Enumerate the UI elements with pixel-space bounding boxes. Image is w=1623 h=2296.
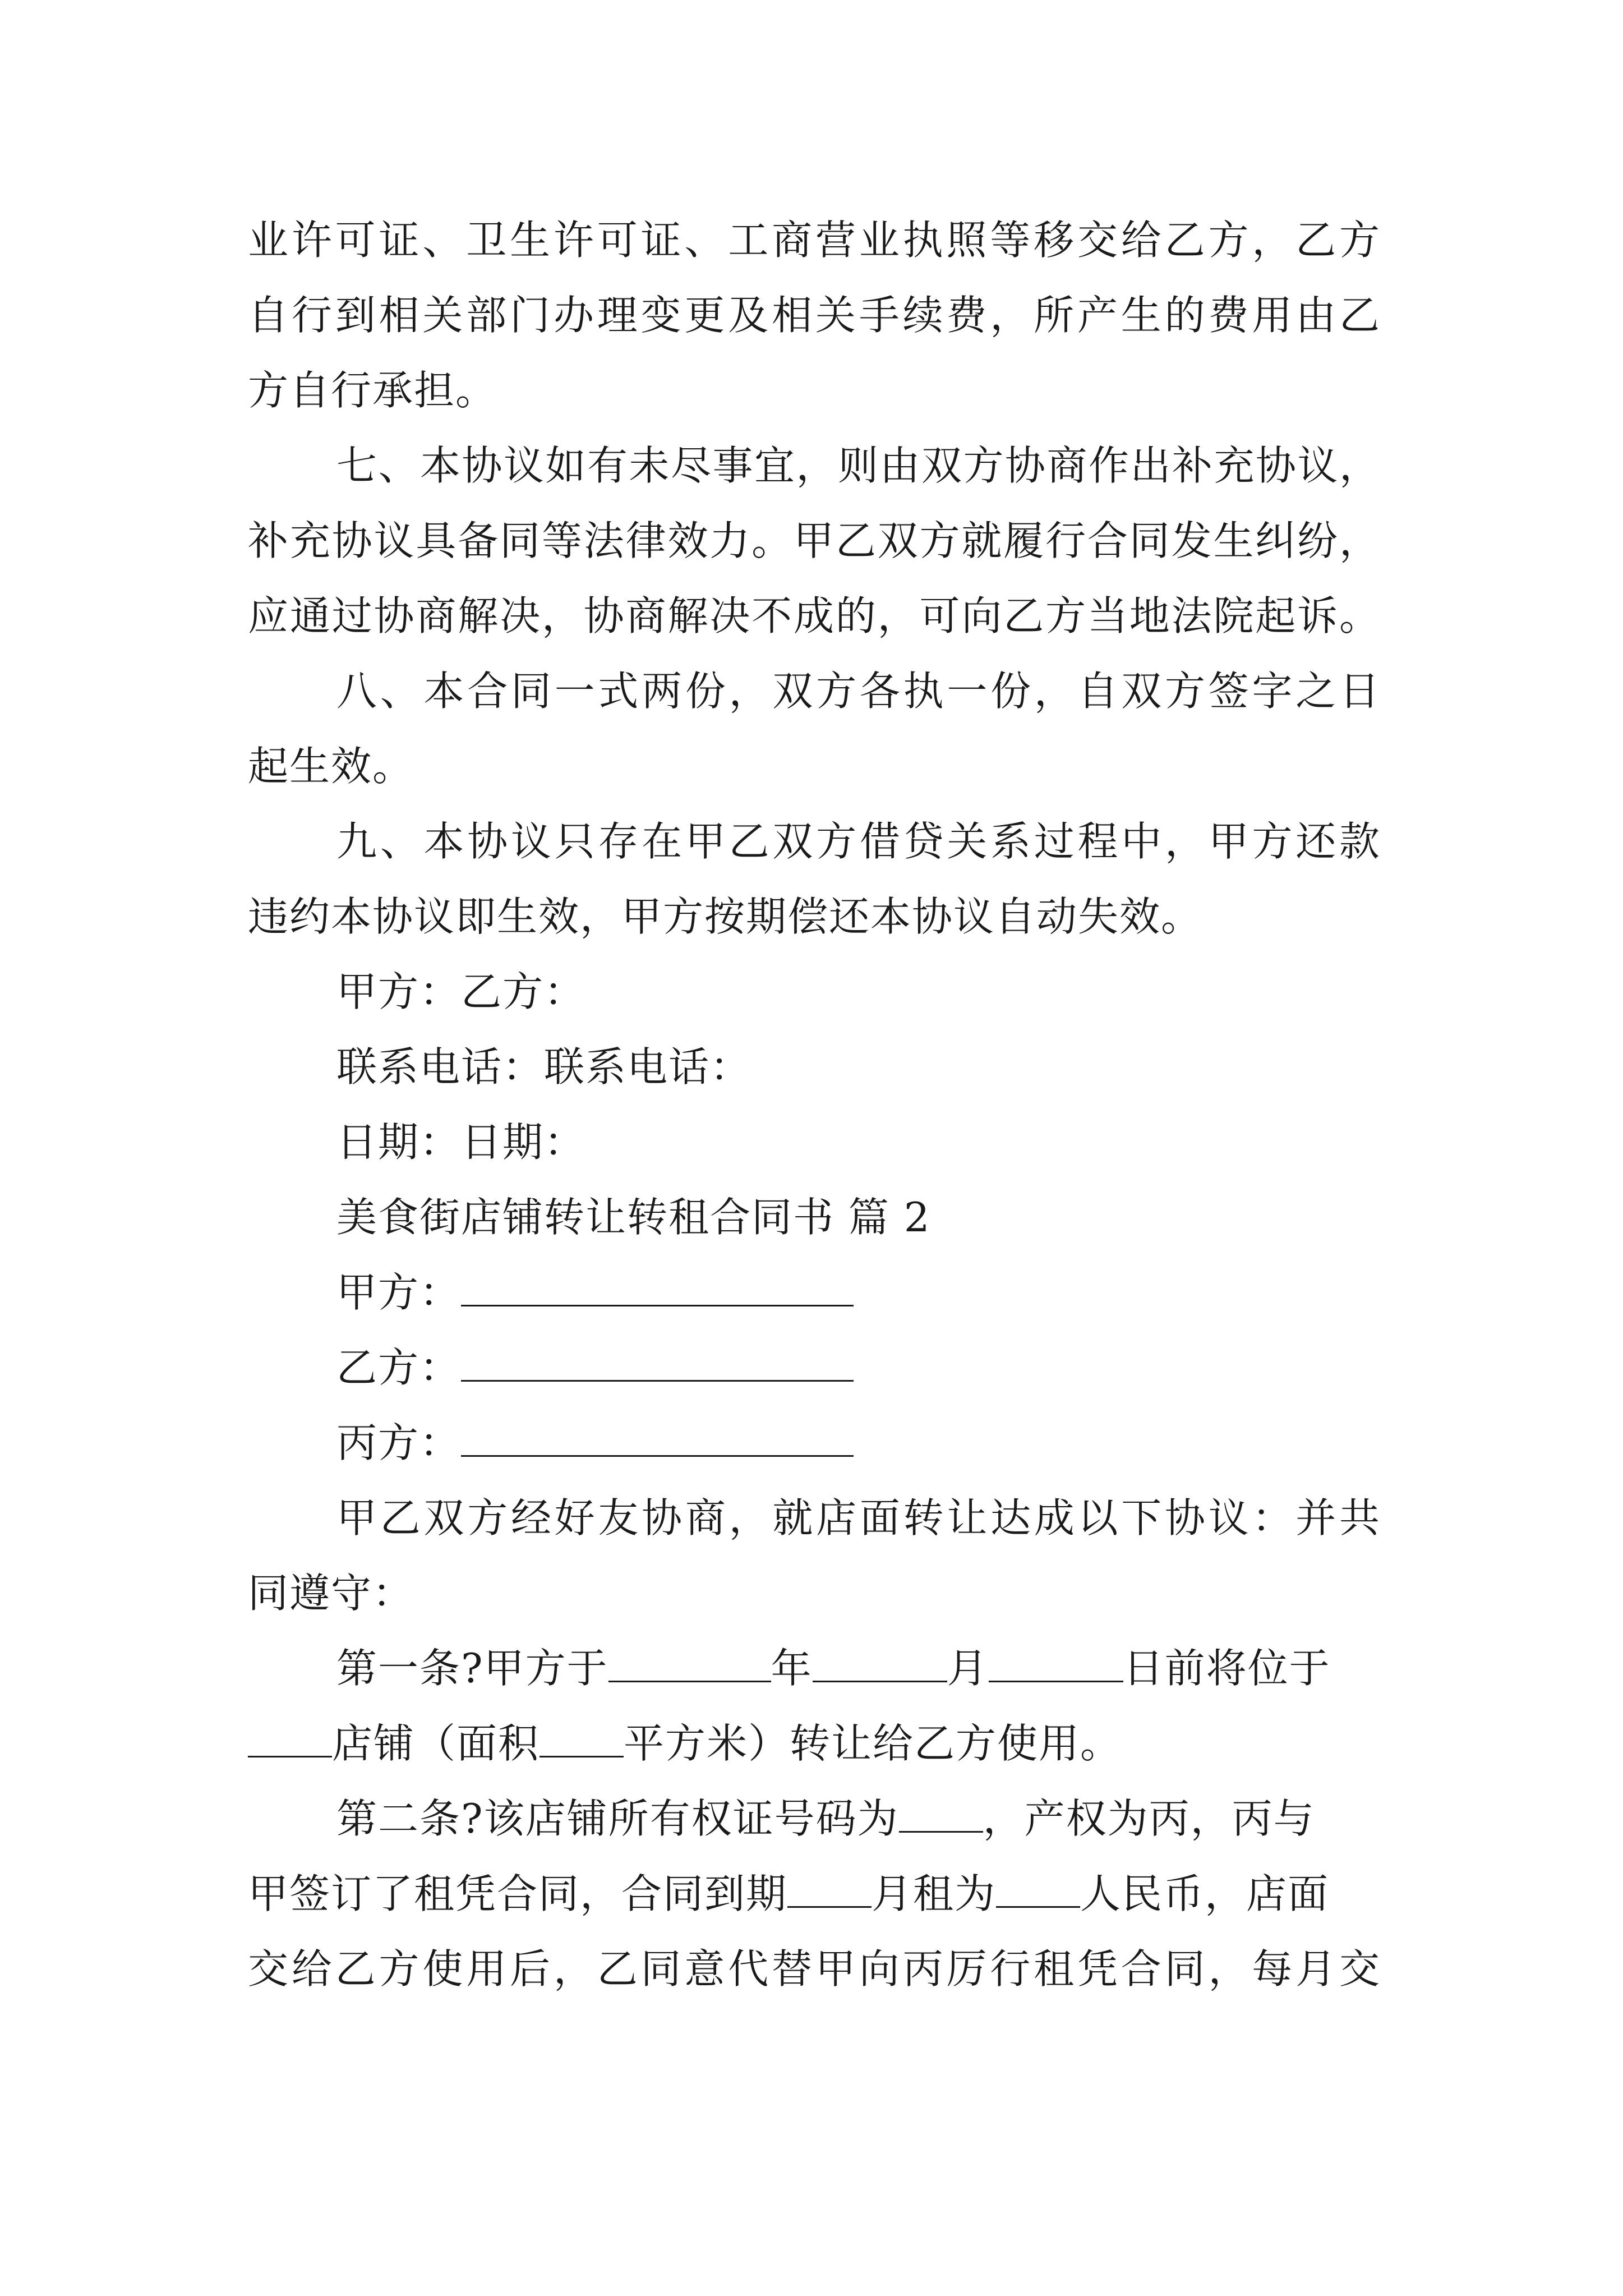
rent-blank xyxy=(996,1871,1080,1908)
party-a-blank xyxy=(461,1270,854,1306)
party-b-field xyxy=(336,1340,1381,1396)
certificate-number-blank xyxy=(899,1796,983,1833)
article-one-text: 第一条?甲方于 xyxy=(336,1645,608,1692)
party-b-blank xyxy=(461,1345,854,1382)
article-one-text: 日前将位于 xyxy=(1123,1645,1331,1692)
signature-parties: 甲方：乙方： xyxy=(336,968,586,1015)
location-blank xyxy=(248,1721,332,1757)
area-blank xyxy=(540,1721,624,1757)
party-c-label: 丙方： xyxy=(336,1419,462,1466)
clause-nine-line: 违约本协议即生效，甲方按期偿还本协议自动失效。 xyxy=(248,893,1203,940)
article-one-line xyxy=(248,1715,1381,1772)
clause-eight-line: 起生效。 xyxy=(248,743,414,790)
year-blank xyxy=(608,1646,771,1682)
month-blank xyxy=(813,1646,947,1682)
article-two-line xyxy=(248,1866,1381,1922)
article-one-text: 平方米）转让给乙方使用。 xyxy=(624,1720,1122,1767)
article-two-text: ，产权为丙，丙与 xyxy=(983,1795,1315,1842)
paragraph-line: 方自行承担。 xyxy=(248,367,497,414)
signature-dates: 日期：日期： xyxy=(336,1119,586,1166)
clause-seven-line: 七、本协议如有未尽事宜，则由双方协商作出补充协议， xyxy=(336,442,1381,489)
section-title: 美食街店铺转让转租合同书 篇 2 xyxy=(336,1194,931,1241)
clause-eight-line: 八、本合同一式两份，双方各执一份，自双方签字之日 xyxy=(336,668,1381,715)
paragraph-line: 业许可证、卫生许可证、工商营业执照等移交给乙方，乙方 xyxy=(248,217,1381,264)
day-blank xyxy=(989,1646,1123,1682)
article-two-text: 第二条?该店铺所有权证号码为 xyxy=(336,1795,899,1842)
expiry-blank xyxy=(787,1871,872,1908)
party-b-label: 乙方： xyxy=(336,1344,462,1391)
party-a-label: 甲方： xyxy=(336,1269,462,1316)
intro-line: 同遵守： xyxy=(248,1570,414,1617)
clause-nine-line: 九、本协议只存在甲乙双方借贷关系过程中，甲方还款 xyxy=(336,818,1381,865)
clause-seven-line: 补充协议具备同等法律效力。甲乙双方就履行合同发生纠纷， xyxy=(248,517,1381,564)
article-two-text: 甲签订了租凭合同，合同到期 xyxy=(248,1870,788,1917)
clause-seven-line: 应通过协商解决，协商解决不成的，可向乙方当地法院起诉。 xyxy=(248,592,1381,639)
party-c-blank xyxy=(461,1420,854,1457)
signature-phones: 联系电话：联系电话： xyxy=(336,1043,752,1091)
article-one-text: 店铺（面积 xyxy=(332,1720,540,1767)
article-one-line xyxy=(336,1640,1381,1696)
intro-line: 甲乙双方经好友协商，就店面转让达成以下协议：并共 xyxy=(336,1494,1381,1542)
party-a-field xyxy=(336,1264,1381,1320)
article-two-text: 人民币，店面 xyxy=(1080,1870,1330,1917)
article-one-text: 月 xyxy=(947,1645,989,1692)
article-two-text: 月租为 xyxy=(872,1870,997,1917)
article-two-line: 交给乙方使用后，乙同意代替甲向丙厉行租凭合同，每月交 xyxy=(248,1945,1381,1993)
paragraph-line: 自行到相关部门办理变更及相关手续费，所产生的费用由乙 xyxy=(248,292,1381,339)
article-two-line xyxy=(336,1791,1381,1847)
article-one-text: 年 xyxy=(771,1645,813,1692)
party-c-field xyxy=(336,1415,1381,1471)
